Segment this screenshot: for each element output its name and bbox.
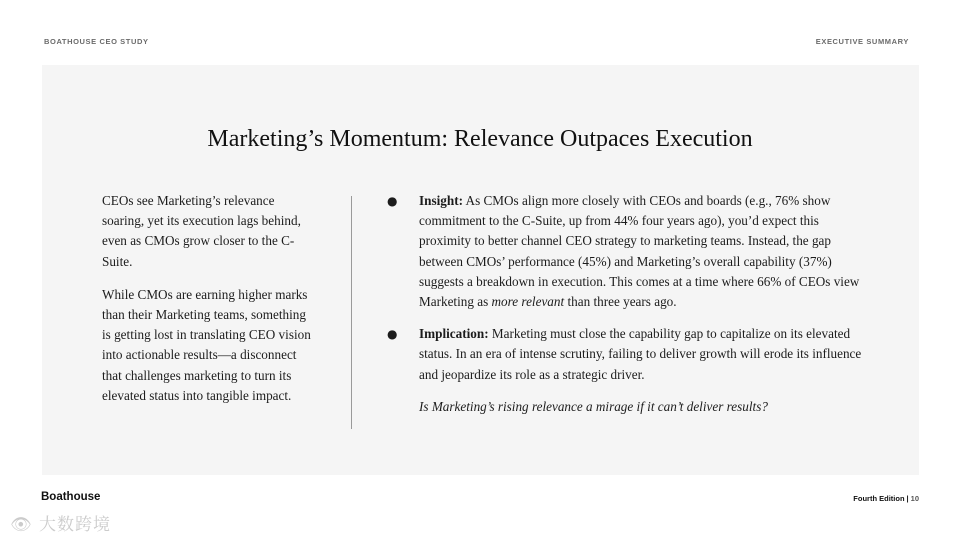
implication-label: Implication: [419, 326, 489, 342]
insight-emphasis: more relevant [491, 294, 565, 310]
summary-paragraph-2: While CMOs are earning higher marks than their Marketing teams, something is getting lost in translating CEO vision into actionable results—a disconnect that challenges marketing to turn its elevated status into tangible impact. [102, 286, 311, 403]
edition-label: Fourth Edition [853, 494, 905, 503]
bullet-dot-icon: ● [387, 327, 398, 342]
watermark-text: 大数跨境 [39, 515, 111, 535]
header-study-label: BOATHOUSE CEO STUDY [44, 37, 149, 46]
bullet-dot-icon: ● [387, 194, 398, 208]
summary-column [102, 191, 317, 419]
implication-bullet [384, 324, 864, 385]
implication-text: Marketing must close the capability gap to capitalize on its elevated status. In an era of intense scrutiny, failing to deliver growth will erode its influence and jeopardize its role as a strategic driver. [419, 326, 862, 382]
closing-question: Is Marketing’s rising relevance a mirage if it can’t deliver results? [419, 398, 768, 414]
footer-separator: | [906, 494, 909, 503]
brand-logo: Boathouse [41, 491, 101, 503]
page-number: 10 [910, 494, 919, 503]
insight-text-start: As CMOs align more closely with CEOs and boards (e.g., 76% show commitment to the C-Suite, up from 44% four years ago), you’d expect this proximity to better channel CEO strategy to marketing teams. Instead, the gap between CMOs’ performance (45%) and Marketing’s overall capability (37%) suggests a breakdown in execution. This comes at a time where 66% of CEOs view Marketing as [419, 193, 860, 310]
watermark-logo-icon: 👁 [10, 515, 33, 535]
insight-label: Insight: [419, 193, 463, 208]
insight-text-end: than three years ago. [564, 294, 677, 310]
details-column [384, 191, 864, 417]
column-divider [351, 196, 352, 429]
summary-paragraph-1: CEOs see Marketing’s relevance soaring, yet its execution lags behind, even as CMOs grow closer to the C-Suite. [102, 193, 301, 269]
page-title: Marketing’s Momentum: Relevance Outpaces Execution [207, 126, 753, 152]
header-section-label: EXECUTIVE SUMMARY [815, 37, 909, 46]
insight-bullet [384, 191, 864, 312]
watermark [10, 510, 111, 535]
edition-footer [853, 494, 919, 503]
